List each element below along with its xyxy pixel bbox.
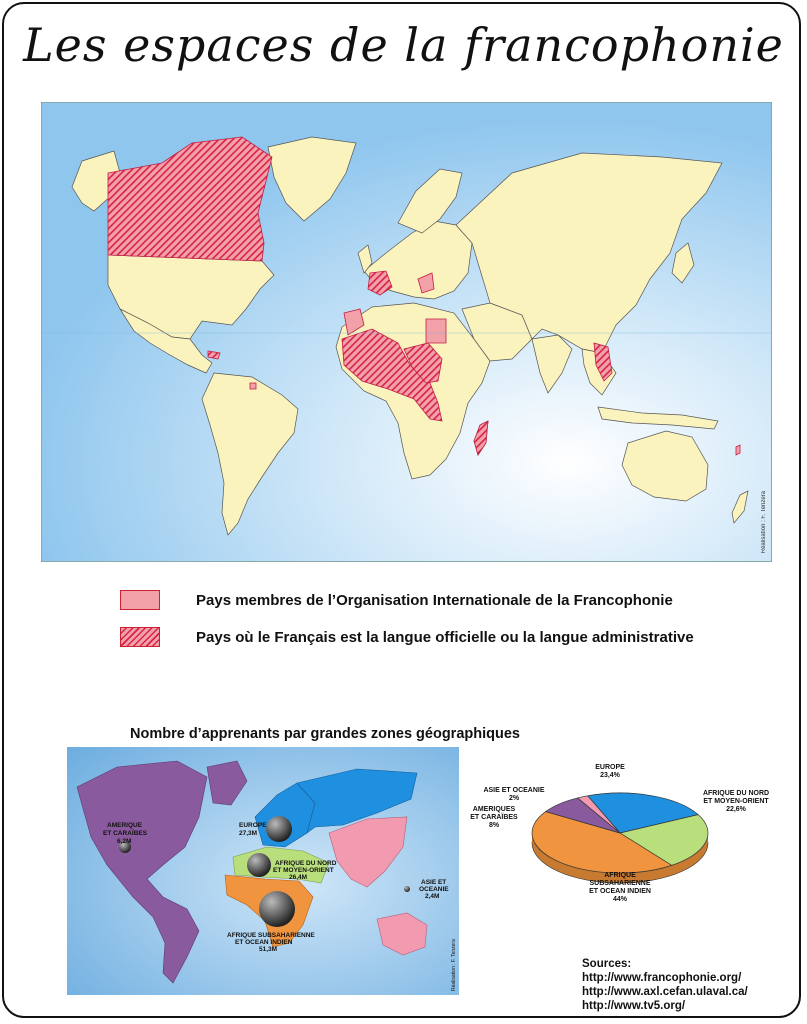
learners-map-svg — [67, 747, 459, 995]
label-asia-2: OCEANIE — [419, 886, 449, 893]
label-asia-1: ASIE ET — [421, 879, 447, 886]
label-north-africa-1: AFRIQUE DU NORD — [275, 860, 337, 867]
egypt — [426, 319, 446, 343]
learners-title: Nombre d’apprenants par grandes zones géographiques — [130, 726, 520, 742]
pie-label-afnord-2: ET MOYEN-ORIENT — [703, 798, 769, 805]
vanuatu — [736, 445, 740, 455]
pie-chart-svg — [462, 755, 792, 965]
learners-map[interactable] — [67, 747, 459, 995]
pie-label-europe-1: EUROPE — [595, 764, 625, 771]
world-map-svg — [42, 103, 772, 562]
label-north-africa-2: ET MOYEN-ORIENT — [273, 867, 334, 874]
legend-label-official: Pays où le Français est la langue officielle ou la langue administrative — [196, 628, 694, 646]
learners-map-credit: Réalisation : F. Tenzera — [451, 939, 457, 991]
label-subsaharan-2: ET OCEAN INDIEN — [235, 939, 293, 946]
legend-swatch-member — [120, 590, 160, 610]
pie-label-europe-2: 23,4% — [600, 772, 620, 779]
pie-label-amer-3: 8% — [488, 822, 500, 829]
label-americas-1: AMERIQUE — [107, 822, 143, 829]
label-asia-value: 2,4M — [425, 893, 440, 900]
source-link-3[interactable]: http://www.tv5.org/ — [582, 1000, 686, 1012]
suriname — [250, 383, 256, 389]
pie-label-afnord-1: AFRIQUE DU NORD — [702, 790, 770, 797]
source-link-1[interactable]: http://www.francophonie.org/ — [582, 972, 742, 984]
pie-label-afsub-2: SUBSAHARIENNE — [589, 880, 651, 887]
sources-heading: Sources: — [582, 958, 632, 970]
map-credit: Réalisation : F. Tenzera — [761, 490, 767, 553]
bubble-asia — [404, 886, 410, 892]
source-link-2[interactable]: http://www.axl.cefan.ulaval.ca/ — [582, 986, 748, 998]
pie-slices — [532, 793, 708, 873]
pie-label-amer-1: AMERIQUES — [472, 806, 516, 813]
sources — [582, 957, 748, 1013]
pie-chart — [462, 755, 792, 965]
legend-swatch-hatch — [120, 627, 160, 647]
page-title: Les espaces de la francophonie — [23, 18, 784, 72]
label-americas-value: 6,2M — [117, 838, 132, 845]
pie-label-asie-1: ASIE ET OCEANIE — [483, 787, 545, 794]
legend-item-members — [120, 590, 673, 610]
label-subsaharan-1: AFRIQUE SUBSAHARIENNE — [227, 932, 315, 939]
pie-label-afsub-1: AFRIQUE — [604, 872, 636, 879]
world-map[interactable] — [41, 102, 772, 562]
bubble-europe — [266, 816, 292, 842]
label-americas-2: ET CARAÏBES — [103, 830, 148, 837]
label-north-africa-value: 26,4M — [289, 874, 308, 881]
pie-label-asie-2: 2% — [508, 795, 520, 802]
label-subsaharan-value: 51,3M — [259, 946, 278, 953]
label-europe-value: 27,3M — [239, 830, 258, 837]
label-europe-1: EUROPE — [239, 822, 267, 829]
legend-label-members: Pays membres de l’Organisation Internationale de la Francophonie — [196, 591, 673, 609]
legend-item-official — [120, 627, 694, 647]
bubble-north-africa — [247, 853, 271, 877]
pie-label-afsub-3: ET OCEAN INDIEN — [589, 888, 651, 895]
pie-label-afsub-4: 44% — [612, 896, 628, 903]
pie-label-afnord-3: 22,6% — [726, 806, 746, 813]
bubble-subsaharan — [259, 891, 295, 927]
pie-label-amer-2: ET CARAÏBES — [470, 814, 518, 821]
